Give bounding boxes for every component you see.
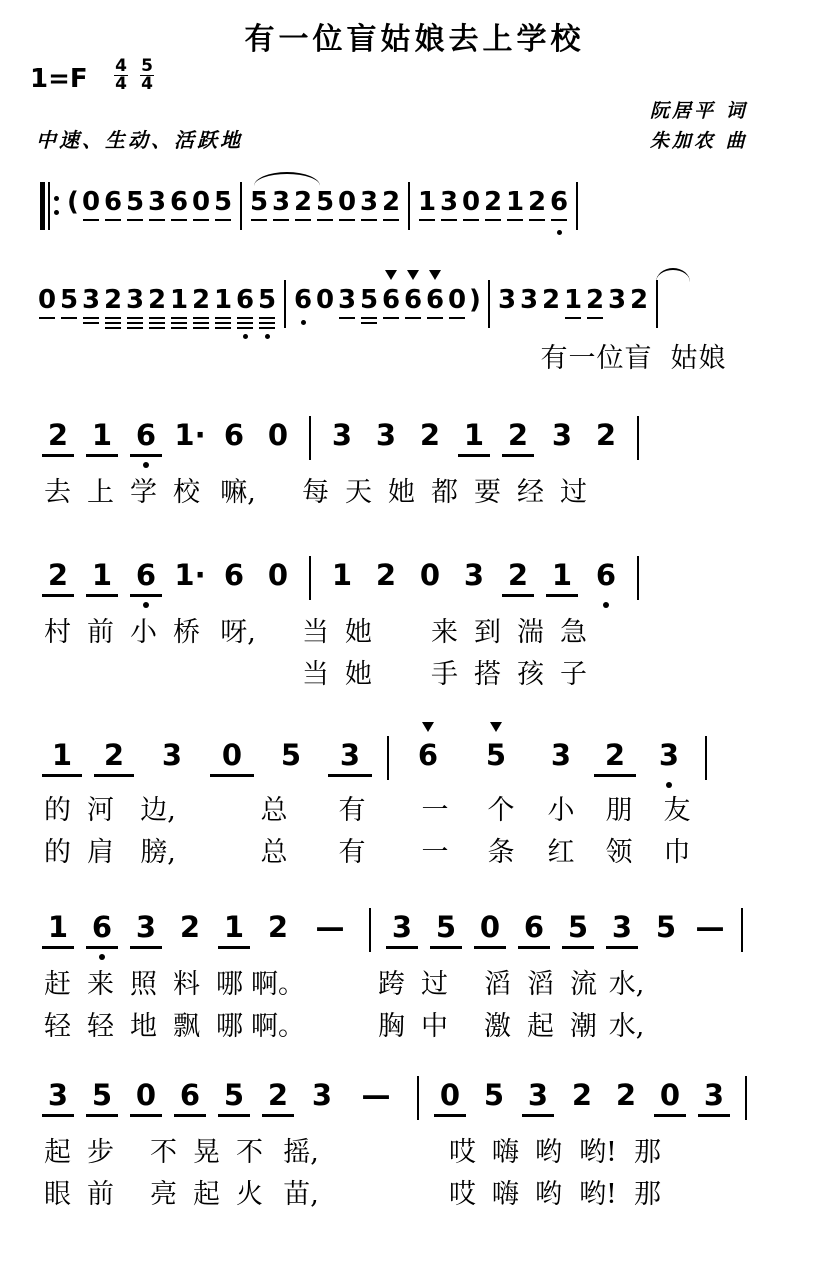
barline <box>570 186 584 230</box>
slur <box>254 172 320 186</box>
lyric-row-1-verse-1: 去 上 学 校 嘛, 每 天 她 都 要 经 过 <box>44 477 587 508</box>
note: 5 <box>315 187 335 217</box>
note: 2 <box>88 738 140 772</box>
repeat-start-barline <box>36 186 66 230</box>
note: 3 <box>331 418 353 452</box>
note: 1 <box>80 558 124 592</box>
intro-line-1: ( 0 6 5 3 6 0 5 5 3 2 5 0 3 2 1 3 0 2 1 2 6 <box>36 186 584 236</box>
note: 1 <box>212 284 234 316</box>
note: 1 <box>417 187 437 217</box>
note: 0 <box>267 558 289 592</box>
note: 3 <box>322 738 378 772</box>
note: 6 <box>512 910 556 944</box>
note: 0 <box>315 285 335 315</box>
note: 5 <box>359 285 379 315</box>
slur <box>656 268 690 282</box>
note: 2 <box>527 187 547 217</box>
note: 0 <box>447 285 467 315</box>
note: 2 <box>36 558 80 592</box>
note: 3 <box>519 285 539 315</box>
note: 2 <box>419 418 441 452</box>
intro-line-2: 0 5 3 2 3 2 1 2 1 6 5 6 0 3 5 6 6 6 0 ) 3 3 2 1 2 3 2 <box>36 284 664 334</box>
note: 2 <box>256 1078 300 1112</box>
note: 2 <box>179 910 201 944</box>
note: 5 <box>483 1078 505 1112</box>
note: 3 <box>380 910 424 944</box>
note: 6 <box>124 558 168 592</box>
note: 5 <box>256 284 278 316</box>
barline <box>696 738 716 778</box>
barline <box>402 186 416 230</box>
note: 5 <box>556 910 600 944</box>
note: 5 <box>280 738 302 772</box>
note: 6 <box>380 284 402 316</box>
note: 3 <box>497 285 517 315</box>
note: 2 <box>595 418 617 452</box>
note: 0 <box>204 738 260 772</box>
note: 2 <box>36 418 80 452</box>
note: 2 <box>146 284 168 316</box>
note: 3 <box>124 910 168 944</box>
note: 5 <box>59 285 79 315</box>
barline <box>628 418 648 458</box>
note: 1 <box>80 418 124 452</box>
intro-lyric: 有 一 位 盲 姑 娘 <box>540 343 726 374</box>
note: 3 <box>147 187 167 217</box>
note: 5 <box>655 910 677 944</box>
time-signature-1: $\frac{4}{4}$ <box>115 56 127 94</box>
note: 0 <box>419 558 441 592</box>
note: 0 <box>428 1078 472 1112</box>
note: 0 <box>81 187 101 217</box>
note: 1 <box>563 285 583 315</box>
note: — <box>315 910 345 944</box>
note: 2 <box>585 285 605 315</box>
note: 0 <box>461 187 481 217</box>
note: 2 <box>375 558 397 592</box>
barline <box>378 738 398 778</box>
note: 6 <box>398 738 458 772</box>
barline <box>360 910 380 950</box>
lyric-row-4-verse-2: 轻 轻 地 飘 哪 啊。 胸 中 激 起 潮 水, <box>44 1011 645 1042</box>
note: 1· <box>174 558 206 592</box>
barline <box>736 1078 756 1118</box>
note: 3 <box>337 285 357 315</box>
note: 6 <box>223 418 245 452</box>
note: 0 <box>267 418 289 452</box>
note: 2 <box>541 285 561 315</box>
time-signatures <box>114 58 154 93</box>
note: 2 <box>496 558 540 592</box>
note: 6 <box>548 186 570 218</box>
note: 3 <box>692 1078 736 1112</box>
note: — <box>695 910 725 944</box>
note: 3 <box>375 418 397 452</box>
barline <box>278 284 292 328</box>
note: 6 <box>424 284 446 316</box>
note: 3 <box>161 738 183 772</box>
note: 6 <box>169 187 189 217</box>
note: 3 <box>516 1078 560 1112</box>
barline <box>482 284 496 328</box>
lyricist-credit: 阮居平 词 <box>650 100 748 122</box>
note: 2 <box>483 187 503 217</box>
note: 3 <box>81 285 101 315</box>
note: 6 <box>292 284 314 316</box>
note: 0 <box>124 1078 168 1112</box>
barline <box>300 418 320 458</box>
barline <box>408 1078 428 1118</box>
note: 1 <box>505 187 525 217</box>
note: 6 <box>103 187 123 217</box>
note: 1 <box>168 284 190 316</box>
note: 2 <box>496 418 540 452</box>
note: 3 <box>642 738 696 772</box>
note: 5 <box>458 738 534 772</box>
tempo-marking: 中速、生动、活跃地 <box>36 128 243 152</box>
note: 0 <box>191 187 211 217</box>
note: 6 <box>80 910 124 944</box>
note: 3 <box>550 738 572 772</box>
note: 1 <box>36 738 88 772</box>
note: 5 <box>424 910 468 944</box>
note: 0 <box>648 1078 692 1112</box>
composer-credit: 朱加农 曲 <box>650 130 748 152</box>
note: 2 <box>102 284 124 316</box>
note: 3 <box>439 187 459 217</box>
note: 2 <box>629 285 649 315</box>
note: 1 <box>452 418 496 452</box>
note: 1 <box>540 558 584 592</box>
note: 6 <box>124 418 168 452</box>
barline <box>300 558 320 598</box>
lyric-row-2-verse-1: 村 前 小 桥 呀, 当 她 来 到 湍 急 <box>44 617 587 648</box>
lyric-row-5-verse-2: 眼 前 亮 起 火 苗, 哎 嗨 哟 哟! 那 <box>44 1179 661 1210</box>
lyric-row-3-verse-1: 的 河 边, 总 有 一 个 小 朋 友 <box>44 795 691 826</box>
time-signature-2: $\frac{5}{4}$ <box>141 56 153 94</box>
note: 6 <box>234 284 256 316</box>
staff-row-2 <box>36 558 648 598</box>
note: 2 <box>190 284 212 316</box>
lyric-row-3-verse-2: 的 肩 膀, 总 有 一 条 红 领 巾 <box>44 837 691 868</box>
note: 1 <box>212 910 256 944</box>
note: 0 <box>337 187 357 217</box>
staff-row-1 <box>36 418 648 458</box>
note: 3 <box>607 285 627 315</box>
key-signature: 1=F <box>30 64 88 94</box>
note: 2 <box>615 1078 637 1112</box>
note: 5 <box>80 1078 124 1112</box>
note: 5 <box>212 1078 256 1112</box>
note: 6 <box>584 558 628 592</box>
note: 3 <box>600 910 644 944</box>
note: 3 <box>124 284 146 316</box>
note: 5 <box>249 187 269 217</box>
note: 2 <box>293 187 313 217</box>
staff-row-3 <box>36 738 716 778</box>
note: 6 <box>402 284 424 316</box>
note: 0 <box>468 910 512 944</box>
note: 2 <box>381 187 401 217</box>
lyric-row-2-verse-2: 当 她 手 搭 孩 子 <box>302 659 587 690</box>
note: 1· <box>174 418 206 452</box>
note: 2 <box>571 1078 593 1112</box>
note: 1 <box>331 558 353 592</box>
barline <box>234 186 248 230</box>
staff-row-4 <box>36 910 752 950</box>
barline <box>650 284 664 328</box>
barline <box>628 558 648 598</box>
note: 2 <box>267 910 289 944</box>
barline <box>732 910 752 950</box>
staff-row-5 <box>36 1078 756 1118</box>
note: 6 <box>223 558 245 592</box>
note: 3 <box>36 1078 80 1112</box>
note: 5 <box>125 187 145 217</box>
note: 6 <box>168 1078 212 1112</box>
note: 1 <box>36 910 80 944</box>
lyric-row-4-verse-1: 赶 来 照 料 哪 啊。 跨 过 滔 滔 流 水, <box>44 969 645 1000</box>
note: 5 <box>213 187 233 217</box>
note: 3 <box>551 418 573 452</box>
note: 3 <box>463 558 485 592</box>
note: — <box>361 1078 391 1112</box>
note: 0 <box>37 285 57 315</box>
lyric-row-5-verse-1: 起 步 不 晃 不 摇, 哎 嗨 哟 哟! 那 <box>44 1137 661 1168</box>
note: 3 <box>271 187 291 217</box>
song-title: 有一位盲姑娘去上学校 <box>244 22 585 57</box>
note: 2 <box>588 738 642 772</box>
note: 3 <box>311 1078 333 1112</box>
note: 3 <box>359 187 379 217</box>
